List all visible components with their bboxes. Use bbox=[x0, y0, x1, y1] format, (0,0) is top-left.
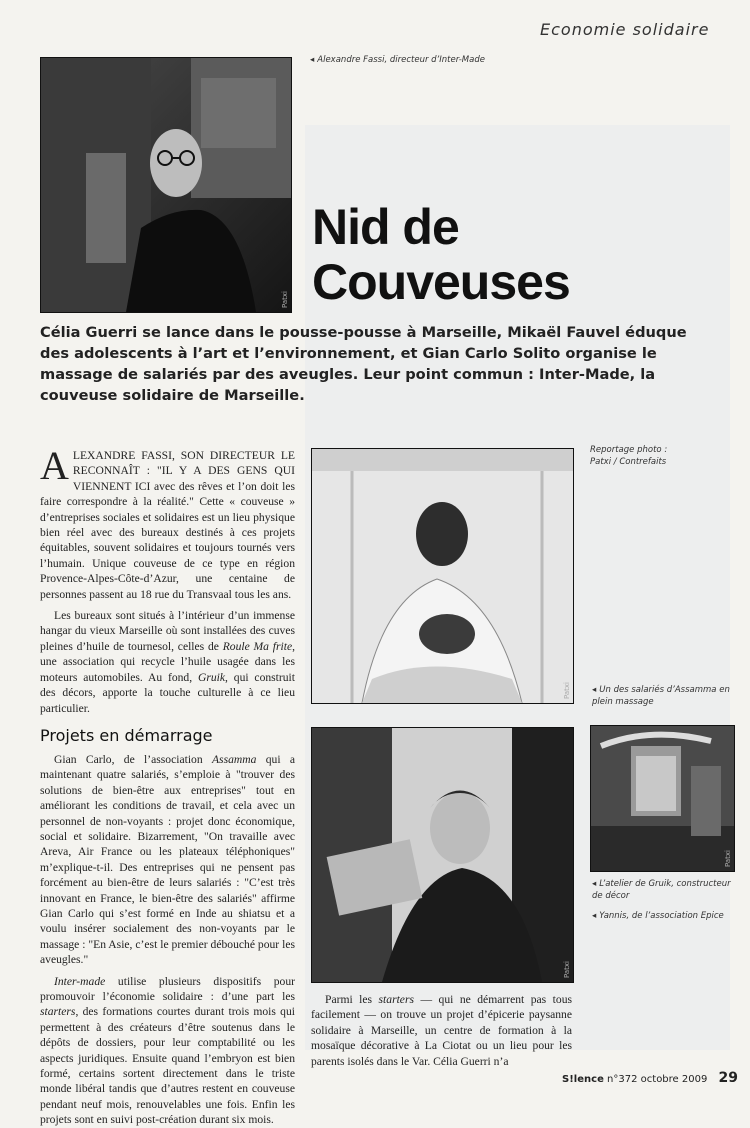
caption-portrait bbox=[310, 54, 540, 66]
body-column-right bbox=[311, 992, 572, 1069]
title-line-2: Couveuses bbox=[312, 254, 570, 310]
atelier-illustration bbox=[591, 726, 734, 871]
paragraph-2 bbox=[40, 608, 295, 716]
portrait-illustration bbox=[41, 58, 291, 312]
paragraph-2-b: , une association qui recycle l’huile usagée dans les moteurs automobiles. Au fond, bbox=[40, 639, 295, 684]
reportage-credit: Patxi / Contrefaits bbox=[590, 457, 667, 467]
yannis-illustration bbox=[312, 728, 573, 982]
photo-credit: Patxi bbox=[281, 290, 289, 308]
paragraph-2-italic-1: Roule Ma frite bbox=[222, 639, 293, 653]
caption-massage-text: Un des salariés d’Assamma en plein massage bbox=[592, 685, 730, 707]
caption-massage bbox=[592, 684, 732, 708]
photo-credit: Patxi bbox=[563, 681, 571, 699]
page-footer bbox=[562, 1070, 738, 1086]
reportage-label: Reportage photo : bbox=[590, 445, 668, 455]
yannis-photo bbox=[311, 727, 574, 983]
arrow-left-icon: ◂ bbox=[592, 685, 597, 695]
article-title bbox=[312, 200, 642, 310]
arrow-left-icon: ◂ bbox=[592, 911, 597, 921]
paragraph-5 bbox=[311, 992, 572, 1069]
paragraph-4-italic-2: starters bbox=[40, 1005, 76, 1019]
caption-atelier-text: L’atelier de Gruik, constructeur de décor bbox=[592, 879, 731, 901]
paragraph-2-c: , qui construit des décors, apporte la touche culturelle à ce lieu particulier. bbox=[40, 670, 295, 715]
paragraph-4 bbox=[40, 974, 295, 1128]
subheading: Projets en démarrage bbox=[40, 725, 213, 745]
massage-photo bbox=[311, 448, 574, 704]
issue-info: n°372 octobre 2009 bbox=[607, 1074, 708, 1085]
drop-cap: A bbox=[40, 443, 69, 488]
paragraph-3 bbox=[40, 752, 295, 968]
arrow-left-icon: ◂ bbox=[592, 879, 597, 889]
paragraph-1 bbox=[40, 443, 295, 602]
paragraph-2-italic-2: Gruik bbox=[197, 670, 226, 684]
section-tag: Economie solidaire bbox=[540, 20, 710, 39]
paragraph-3-italic: Assamma bbox=[211, 752, 257, 766]
arrow-left-icon: ◂ bbox=[310, 55, 315, 65]
caption-portrait-text: Alexandre Fassi, directeur d’Inter-Made bbox=[317, 55, 485, 65]
lead-paragraph: Célia Guerri se lance dans le pousse-pousse à Marseille, Mikaël Fauvel éduque des adolescents à l’art et l’environnement, et Gian Carlo Solito organise le massage de salariés par des aveugles. Leur point commun : Inter-Made, la couveuse solidaire de Marseille. bbox=[40, 324, 687, 404]
page-number: 29 bbox=[718, 1070, 738, 1086]
photo-credit: Patxi bbox=[563, 960, 571, 978]
photo-credit: Patxi bbox=[724, 849, 732, 867]
paragraph-1-caps: LEXANDRE FASSI, SON DIRECTEUR LE RECONNAÎT : "IL Y A DES GENS QUI VIENNENT ICI bbox=[72, 449, 295, 493]
body-column-left bbox=[40, 443, 295, 1128]
paragraph-2-a: Les bureaux sont situés à l’intérieur d’un immense hangar du vieux Marseille où sont installées des cuves pleines d’huile de tournesol, celles de bbox=[40, 609, 295, 653]
paragraph-4-italic-1: Inter-made bbox=[54, 974, 106, 988]
caption-atelier bbox=[592, 878, 737, 902]
paragraph-5-a: Parmi les bbox=[325, 993, 379, 1006]
paragraph-4-a: utilise plusieurs dispositifs pour promouvoir l’économie solidaire : d’une part les bbox=[40, 974, 295, 1003]
paragraph-5-b: — qui ne démarrent pas tous facilement — on trouve un projet d’épicerie paysanne solidaire à Marseille, un centre de formation à la mosaïque décorative à La Ciotat ou un lieu pour les parents isolés dans le Var. Célia Guerri n’a bbox=[311, 993, 573, 1068]
paragraph-3-a: Gian Carlo, de l’association bbox=[54, 752, 212, 766]
paragraph-5-italic: starters bbox=[378, 993, 414, 1006]
portrait-photo bbox=[40, 57, 292, 313]
atelier-photo bbox=[590, 725, 735, 872]
paragraph-4-b: , des formations courtes durant trois mois qui permettent à des créateurs d’être soutenus dans le dépôts de dossiers, pour leur comptabilité ou les aspects juridiques. Ensuite quand l’embryon est bien formé, certains sortent directement dans le triste monde libéral tandis que d’autres restent en couveuse pendant neuf mois, renouvelables une fois. Enfin les projets sont en suivi post-création durant six mois. bbox=[40, 1005, 295, 1127]
caption-yannis-text: Yannis, de l’association Epice bbox=[599, 911, 724, 921]
paragraph-3-b: qui a maintenant quatre salariés, s’emploie à "trouver des solutions de bien-être aux entreprises" tout en améliorant les conditions de travail, et cela avec un personnel de non-voyants : projet donc économique, social et solidaire. Bizarrement, "On travaille avec Areva, Air France ou les plateaux téléphoniques" m’explique-t-il. Des entreprises qui ne pensent pas forcément au bien-être de leurs salariés : "C’est très innovant en France, le bien-être des salariés" affirme Gian Carlo qui s’est formé en Inde au shiatsu et a voulu insérer socialement des non-voyants par le massage : "En Asie, c’est le premier débouché pour les aveugles." bbox=[40, 752, 295, 967]
caption-yannis bbox=[592, 910, 737, 922]
title-line-1: Nid de bbox=[312, 199, 459, 255]
massage-illustration bbox=[312, 449, 573, 703]
magazine-brand: S!lence bbox=[562, 1074, 604, 1085]
paragraph-1-text: avec des rêves et l’on doit les faire correspondre à la réalité." Cette « couveuse » d’entreprises sociales et solidaires est un lieu physique bien réel avec des bureaux destinés à ces projets équitables, souvent solidaires et toujours tournés vers l’humain. Unique couveuse de ce type en région Provence-Alpes-Côte-d’Azur, une centaine de personnes passent au 18 rue du Transvaal tous les ans. bbox=[40, 479, 295, 601]
caption-reportage bbox=[590, 444, 720, 468]
